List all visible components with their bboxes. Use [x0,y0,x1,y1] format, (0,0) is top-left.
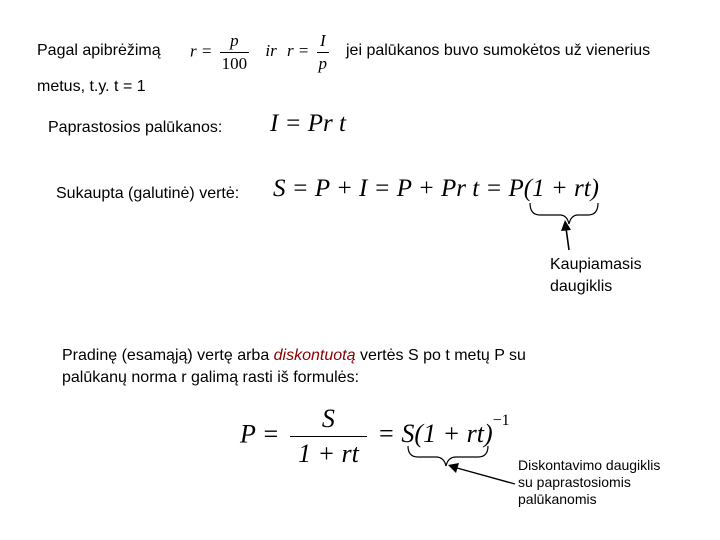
accumulated-value-formula: S = P + I = P + Pr t = P(1 + rt) [273,175,599,202]
rate-eq-2: r = [286,41,310,61]
rate-fraction-2-num: I [319,31,326,50]
discount-fraction-den: 1 + rt [290,436,367,469]
discount-arrow-line [457,468,515,484]
discount-fraction-num: S [321,404,335,433]
paragraph-line2: palūkanų norma r galimą rasti iš formulės: [62,369,360,386]
simple-interest-formula: I = Pr t [270,110,346,137]
accumulation-factor-line1: Kaupiamasis [550,256,642,273]
rate-fraction-1-num: p [230,31,239,50]
definition-line2: metus, t.y. t = 1 [37,78,146,95]
discount-exponent: −1 [492,411,510,429]
simple-interest-label: Paprastosios palūkanos: [48,119,223,136]
discount-arrowhead [448,463,459,473]
discount-factor-line1: Diskontavimo daugiklis [518,457,661,473]
rate-eq-1: r = [190,41,213,61]
discount-factor-line3: palūkanomis [518,491,597,507]
rate-fraction-2-den: p [318,54,328,73]
definition-tail: jei palūkanos buvo sumokėtos už vienerius [346,42,651,59]
accumulated-value-label: Sukaupta (galutinė) vertė: [56,185,240,202]
rate-fraction-1-den: 100 [221,54,248,73]
paragraph-emphasis: diskontuotą [273,347,356,364]
paragraph-after: vertės S po t metų P su [355,347,526,364]
discount-lhs: P = [240,419,280,449]
accumulation-brace [530,203,598,224]
definition-label: Pagal apibrėžimą [37,42,161,59]
paragraph-before: Pradinę (esamąją) vertę arba [62,347,274,364]
accumulation-arrow-line [566,228,569,250]
discount-brace [408,446,488,466]
ir-word: ir [265,41,277,61]
accumulation-factor-line2: daugiklis [550,278,613,295]
discount-rhs: = S(1 + rt) [377,419,493,449]
discount-factor-line2: su paprastosiomis [518,474,631,490]
